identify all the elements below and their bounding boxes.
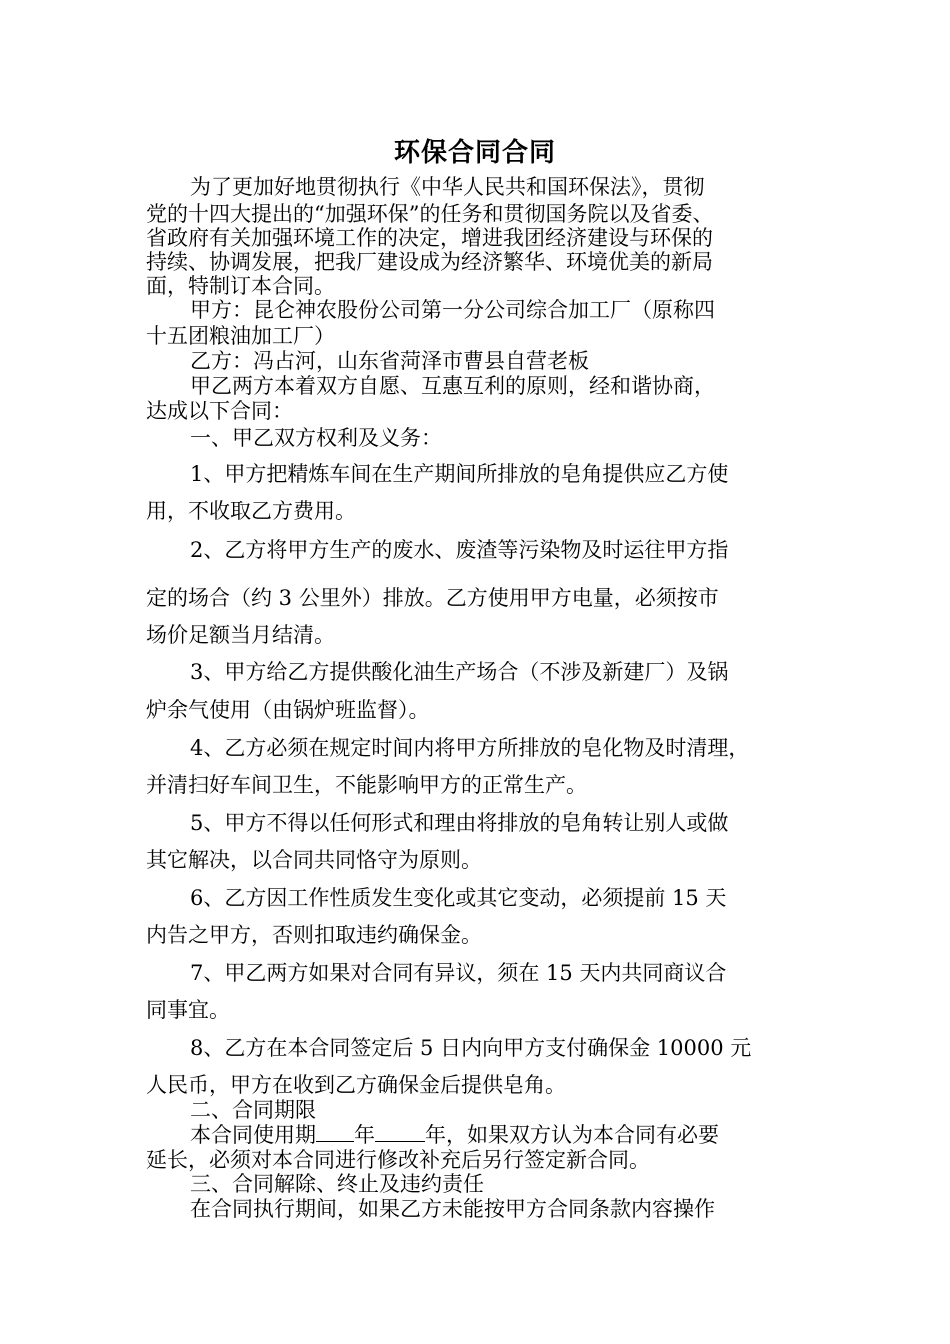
party-a-line: 甲方：昆仑神农股份公司第一分公司综合加工厂（原称四 [190, 298, 715, 322]
clause-line: 用，不收取乙方费用。 [146, 499, 356, 523]
party-a-line: 十五团粮油加工厂） [146, 324, 335, 348]
document-title: 环保合同合同 [393, 138, 556, 168]
clause-line: 并清扫好车间卫生，不能影响甲方的正常生产。 [146, 773, 587, 797]
term-blank [316, 1141, 354, 1142]
agreement-line: 甲乙两方本着双方自愿、互惠互利的原则，经和谐协商， [190, 374, 715, 398]
clause-line: 2、乙方将甲方生产的废水、废渣等污染物及时运往甲方指 [190, 538, 729, 562]
clause-line: 同事宜。 [146, 998, 230, 1022]
intro-line: 省政府有关加强环境工作的决定，增进我团经济建设与环保的 [146, 226, 713, 250]
intro-line: 面，特制订本合同。 [146, 274, 335, 298]
term-text: 年 [354, 1123, 375, 1147]
intro-line: 为了更加好地贯彻执行《中华人民共和国环保法》，贯彻 [190, 175, 705, 199]
section-heading: 一、甲乙双方权利及义务： [190, 426, 442, 450]
clause-line: 炉余气使用（由锅炉班监督）。 [146, 698, 430, 722]
clause-line: 定的场合（约 3 公里外）排放。乙方使用甲方电量，必须按市 [146, 586, 719, 610]
party-b-line: 乙方：冯占河，山东省菏泽市曹县自营老板 [190, 349, 589, 373]
intro-line: 党的十四大提出的“加强环保”的任务和贯彻国务院以及省委、 [146, 202, 714, 226]
clause-line: 场价足额当月结清。 [146, 623, 335, 647]
paragraph-line: 在合同执行期间，如果乙方未能按甲方合同条款内容操作 [190, 1197, 715, 1221]
clause-line: 内告之甲方，否则扣取违约确保金。 [146, 923, 482, 947]
term-text: 本合同使用期 [190, 1123, 316, 1147]
section-heading: 二、合同期限 [190, 1098, 316, 1122]
clause-line: 4、乙方必须在规定时间内将甲方所排放的皂化物及时清理， [190, 736, 750, 760]
clause-line: 6、乙方因工作性质发生变化或其它变动，必须提前 15 天 [190, 886, 727, 910]
clause-line: 7、甲乙两方如果对合同有异议，须在 15 天内共同商议合 [190, 961, 727, 985]
term-line [190, 1123, 860, 1147]
agreement-line: 达成以下合同： [146, 399, 293, 423]
clause-line: 其它解决，以合同共同恪守为原则。 [146, 848, 482, 872]
intro-line: 持续、协调发展，把我厂建设成为经济繁华、环境优美的新局 [146, 250, 713, 274]
clause-line: 3、甲方给乙方提供酸化油生产场合（不涉及新建厂）及锅 [190, 660, 729, 684]
clause-line: 人民币，甲方在收到乙方确保金后提供皂角。 [146, 1073, 566, 1097]
term-line: 延长，必须对本合同进行修改补充后另行签定新合同。 [146, 1148, 650, 1172]
clause-line: 8、乙方在本合同签定后 5 日内向甲方支付确保金 10000 元 [190, 1036, 752, 1060]
term-text: 年，如果双方认为本合同有必要 [425, 1123, 719, 1147]
clause-line: 1、甲方把精炼车间在生产期间所排放的皂角提供应乙方使 [190, 462, 729, 486]
section-heading: 三、合同解除、终止及违约责任 [190, 1172, 484, 1196]
clause-line: 5、甲方不得以任何形式和理由将排放的皂角转让别人或做 [190, 811, 729, 835]
term-blank [375, 1141, 425, 1142]
